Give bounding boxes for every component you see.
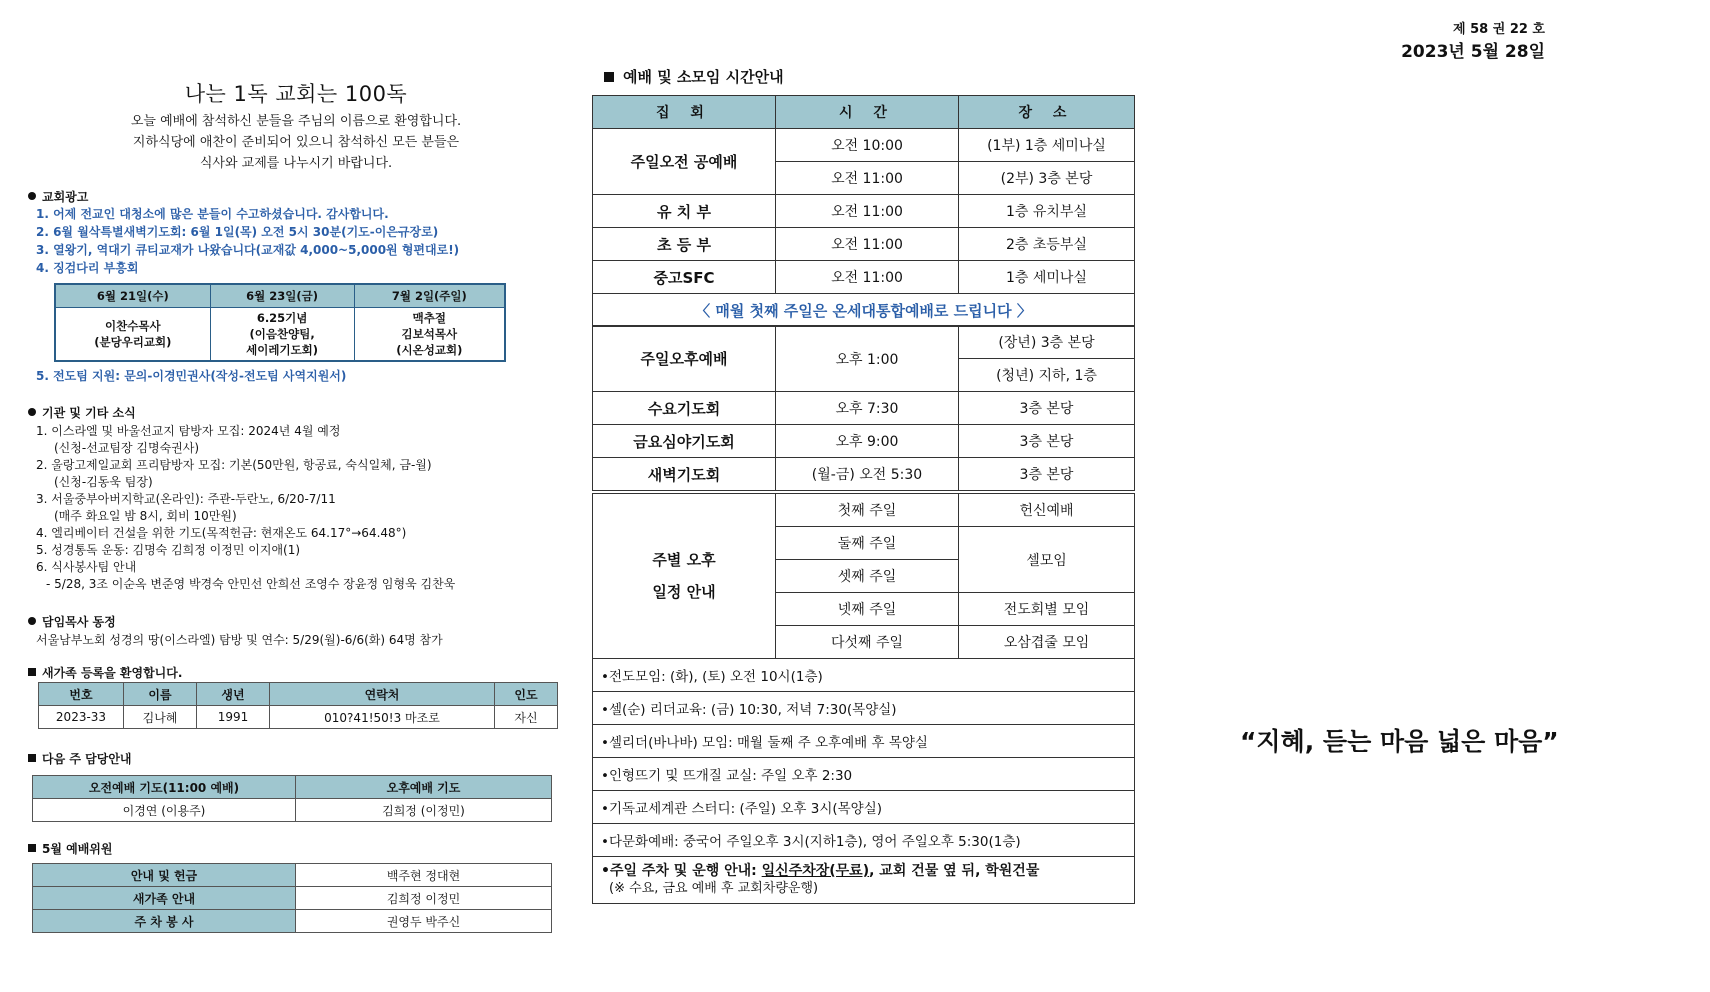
bullet-icon bbox=[28, 617, 36, 625]
news-line: 5. 성경통독 운동: 김명숙 김희정 이정민 이지애(1) bbox=[36, 543, 301, 557]
pastor-news: 서울남부노회 성경의 땅(이스라엘) 탐방 및 연수: 5/29(월)-6/6(화) 64명 참가 bbox=[36, 633, 443, 647]
col-time: 시 간 bbox=[776, 96, 959, 129]
col-contact: 연락처 bbox=[270, 683, 495, 706]
table-row: 넷째 주일 전도회별 모임 bbox=[593, 593, 1135, 626]
table-row: 주별 오후 일정 안내 첫째 주일 헌신예배 bbox=[593, 494, 1135, 527]
table-row: 안내 및 헌금 백주현 정대현 bbox=[33, 864, 552, 887]
revival-date-3: 7월 2일(주일) bbox=[354, 284, 505, 308]
list-item: •셀리더(바나바) 모임: 매월 둘째 주 오후예배 후 목양실 bbox=[593, 725, 1135, 758]
parking-lot-link: 일신주차장(무료) bbox=[761, 863, 870, 879]
table-row: 초 등 부 오전 11:00 2층 초등부실 bbox=[593, 228, 1135, 261]
list-item: •다문화예배: 중국어 주일오후 3시(지하1층), 영어 주일오후 5:30(1층) bbox=[593, 824, 1135, 857]
news-line: (신청-김동욱 팀장) bbox=[54, 475, 153, 489]
news-line: 1. 이스라엘 및 바울선교지 탐방자 모집: 2024년 4월 예정 bbox=[36, 424, 341, 438]
table-row: 새벽기도회 (월-금) 오전 5:30 3층 본당 bbox=[593, 458, 1135, 491]
list-item: •셀(순) 리더교육: (금) 10:30, 저녁 7:30(목양실) bbox=[593, 692, 1135, 725]
news-line: 2. 울랑고제일교회 프리탐방자 모집: 기본(50만원, 항공료, 숙식일체, 금-월) bbox=[36, 458, 432, 472]
bullet-icon bbox=[28, 408, 36, 416]
monthly-notice: 〈 매월 첫째 주일은 온세대통합예배로 드립니다 〉 bbox=[593, 294, 1135, 327]
next-week-table bbox=[32, 775, 552, 822]
table-row: 다섯째 주일 오삼겹줄 모임 bbox=[593, 626, 1135, 659]
col-birth-year: 생년 bbox=[197, 683, 270, 706]
table-row: 2023-33 김나혜 1991 010?41!50!3 마조로 자신 bbox=[39, 706, 558, 729]
org-news-heading: 기관 및 기타 소식 bbox=[28, 404, 136, 421]
weekly-schedule-label: 주별 오후 일정 안내 bbox=[593, 494, 776, 659]
ad-item-1: 1. 어제 전교인 대청소에 많은 분들이 수고하셨습니다. 감사합니다. bbox=[36, 207, 389, 221]
col-meeting: 집 회 bbox=[593, 96, 776, 129]
col-afternoon-prayer: 오후예배 기도 bbox=[296, 776, 552, 799]
table-row: (청년) 지하, 1층 bbox=[593, 359, 1135, 392]
ad-item-5: 5. 전도팀 지원: 문의-이경민권사(작성-전도팀 사역지원서) bbox=[36, 369, 347, 383]
revival-cell-1: 이찬수목사 (분당우리교회) bbox=[55, 308, 210, 362]
list-item: •전도모임: (화), (토) 오전 10시(1층) bbox=[593, 659, 1135, 692]
welcome-line-3: 식사와 교제를 나누시기 바랍니다. bbox=[199, 156, 393, 171]
news-line: 3. 서울중부아버지학교(온라인): 주관-두란노, 6/20-7/11 bbox=[36, 492, 336, 506]
pastor-heading: 담임목사 동정 bbox=[28, 613, 116, 630]
table-row: 새가족 안내 김희정 이정민 bbox=[33, 887, 552, 910]
new-family-heading: 새가족 등록을 환영합니다. bbox=[28, 664, 182, 681]
col-guide: 인도 bbox=[495, 683, 558, 706]
news-line: (신청-선교팀장 김명숙권사) bbox=[54, 441, 200, 455]
revival-date-1: 6월 21일(수) bbox=[55, 284, 210, 308]
revival-date-2: 6월 23일(금) bbox=[210, 284, 354, 308]
table-row: 유 치 부 오전 11:00 1층 유치부실 bbox=[593, 195, 1135, 228]
table-row: 수요기도회 오후 7:30 3층 본당 bbox=[593, 392, 1135, 425]
table-row: 주 차 봉 사 권영두 박주신 bbox=[33, 910, 552, 933]
table-row: 셋째 주일 bbox=[593, 560, 1135, 593]
col-name: 이름 bbox=[124, 683, 197, 706]
revival-cell-3: 맥추절 김보석목사 (시온성교회) bbox=[354, 308, 505, 362]
ad-item-3: 3. 열왕기, 역대기 큐티교재가 나왔습니다(교재값 4,000~5,000원 형편대로!) bbox=[36, 243, 460, 257]
col-place: 장 소 bbox=[959, 96, 1135, 129]
church-ads-heading: 교회광고 bbox=[28, 188, 88, 205]
new-family-table bbox=[38, 682, 558, 729]
may-committee-table bbox=[32, 863, 552, 933]
square-bullet-icon bbox=[28, 844, 36, 852]
ad-item-4: 4. 징검다리 부흥회 bbox=[36, 261, 139, 275]
list-item: •인형뜨기 및 뜨개질 교실: 주일 오후 2:30 bbox=[593, 758, 1135, 791]
volume-number: 제 58 권 22 호 bbox=[1453, 22, 1545, 37]
col-number: 번호 bbox=[39, 683, 124, 706]
news-line: 6. 식사봉사팀 안내 bbox=[36, 560, 137, 574]
worship-schedule-table bbox=[592, 95, 1135, 327]
table-row: 주일오후예배 오후 1:00 (장년) 3층 본당 bbox=[593, 326, 1135, 359]
issue-date: 2023년 5월 28일 bbox=[1401, 42, 1545, 62]
table-row: 중고SFC 오전 11:00 1층 세미나실 bbox=[593, 261, 1135, 294]
revival-cell-2: 6.25기념 (이음찬양팀, 세이레기도회) bbox=[210, 308, 354, 362]
parking-sub-note: (※ 수요, 금요 예배 후 교회차량운행) bbox=[609, 881, 819, 896]
col-morning-prayer: 오전예배 기도(11:00 예배) bbox=[33, 776, 296, 799]
news-line: (매주 화요일 밤 8시, 회비 10만원) bbox=[54, 509, 237, 523]
theme-quote: “지혜, 듣는 마음 넓은 마음” bbox=[1240, 727, 1559, 756]
table-row bbox=[593, 294, 1135, 327]
table-row: 오전 11:00 (2부) 3층 본당 bbox=[593, 162, 1135, 195]
may-committee-heading: 5월 예배위원 bbox=[28, 840, 113, 857]
afternoon-schedule-table bbox=[592, 325, 1135, 491]
square-bullet-icon bbox=[28, 754, 36, 762]
news-line: - 5/28, 3조 이순옥 변준영 박경숙 안민선 안희선 조영수 장윤정 임형욱 김찬욱 bbox=[46, 577, 456, 591]
welcome-line-1: 오늘 예배에 참석하신 분들을 주님의 이름으로 환영합니다. bbox=[130, 114, 462, 129]
bullet-icon bbox=[28, 192, 36, 200]
news-line: 4. 엘리베이터 건설을 위한 기도(목적헌금: 현재온도 64.17°→64.48°) bbox=[36, 526, 407, 540]
square-bullet-icon bbox=[604, 72, 614, 82]
schedule-heading: 예배 및 소모임 시간안내 bbox=[604, 66, 784, 87]
list-item: •기독교세계관 스터디: (주일) 오후 3시(목양실) bbox=[593, 791, 1135, 824]
table-row: 금요심야기도회 오후 9:00 3층 본당 bbox=[593, 425, 1135, 458]
next-week-heading: 다음 주 담당안내 bbox=[28, 750, 132, 767]
table-row: 이경연 (이용주) 김희정 (이정민) bbox=[33, 799, 552, 822]
weekly-afternoon-table bbox=[592, 493, 1135, 904]
table-row: 둘째 주일 셀모임 bbox=[593, 527, 1135, 560]
welcome-line-2: 지하식당에 애찬이 준비되어 있으니 참석하신 모든 분들은 bbox=[132, 135, 460, 150]
motto-title: 나는 1독 교회는 100독 bbox=[184, 82, 408, 106]
parking-info: •주일 주차 및 운행 안내: 일신주차장(무료), 교회 건물 옆 뒤, 학원건물 (※ 수요, 금요 예배 후 교회차량운행) bbox=[593, 857, 1135, 904]
table-row: 주일오전 공예배 오전 10:00 (1부) 1층 세미나실 bbox=[593, 129, 1135, 162]
revival-schedule-table bbox=[54, 283, 506, 362]
square-bullet-icon bbox=[28, 668, 36, 676]
ad-item-2: 2. 6월 월삭특별새벽기도회: 6월 1일(목) 오전 5시 30분(기도-이은규장로) bbox=[36, 225, 439, 239]
